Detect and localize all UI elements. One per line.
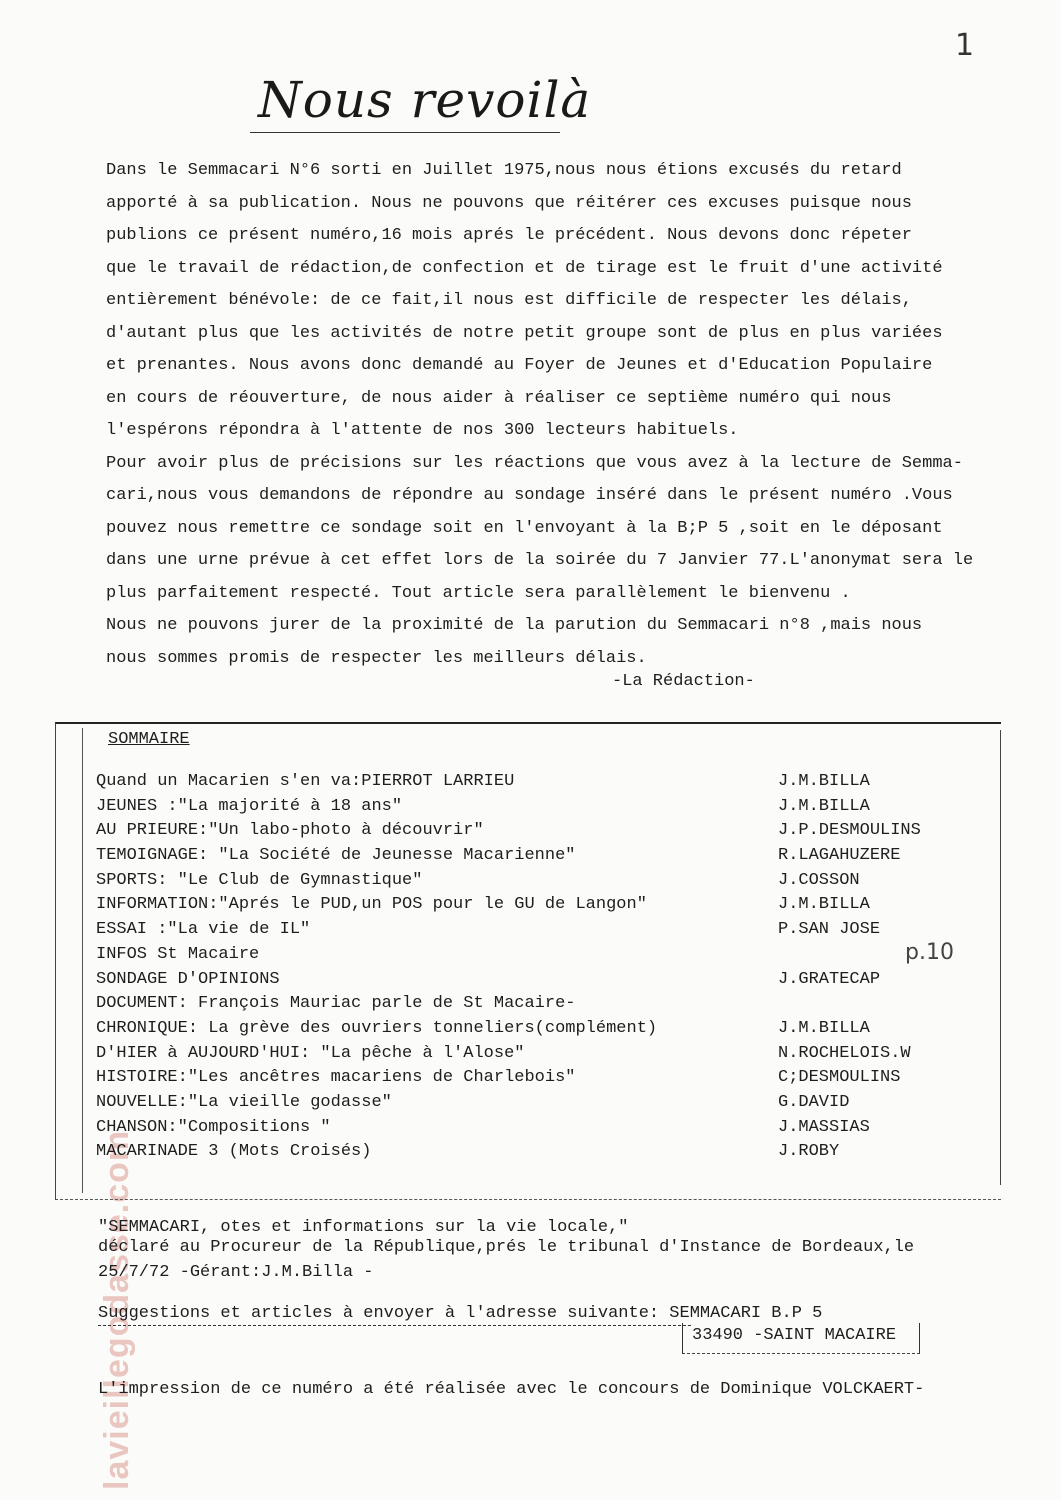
toc-entry <box>96 918 956 943</box>
toc-entry <box>96 992 956 1017</box>
intro-line: Pour avoir plus de précisions sur les réactions que vous avez à la lecture de Semma- <box>106 453 963 473</box>
toc-author: G.DAVID <box>778 1092 850 1112</box>
sommaire-title: SOMMAIRE <box>108 730 190 749</box>
toc-title: INFOS St Macaire <box>96 944 260 964</box>
toc-title: SPORTS: "Le Club de Gymnastique" <box>96 870 423 890</box>
intro-line: d'autant plus que les activités de notre petit groupe sont de plus en plus variées <box>106 323 943 343</box>
intro-line: en cours de réouverture, de nous aider à réaliser ce septième numéro qui nous <box>106 388 892 408</box>
toc-entry <box>96 1116 956 1141</box>
toc-author: J.M.BILLA <box>778 895 870 915</box>
signature: -La Rédaction- <box>612 672 755 691</box>
toc-entry <box>96 819 956 844</box>
toc-title: DOCUMENT: François Mauriac parle de St Macaire- <box>96 994 576 1014</box>
toc-author: R.LAGAHUZERE <box>778 846 901 866</box>
toc-entry <box>96 1140 956 1165</box>
intro-line: que le travail de rédaction,de confection et de tirage est le fruit d'une activité <box>106 258 943 278</box>
intro-line: et prenantes. Nous avons donc demandé au Foyer de Jeunes et d'Education Populaire <box>106 356 933 375</box>
publication-info-line: 25/7/72 -Gérant:J.M.Billa - <box>98 1263 374 1282</box>
intro-line: l'espérons répondra à l'attente de nos 300 lecteurs habituels. <box>106 421 739 440</box>
toc-entry <box>96 770 956 795</box>
toc-entry <box>96 1017 956 1042</box>
toc-title: D'HIER à AUJOURD'HUI: "La pêche à l'Alose" <box>96 1043 525 1063</box>
publication-info-line: "SEMMACARI, otes et informations sur la vie locale," <box>98 1218 629 1237</box>
toc-title: CHRONIQUE: La grève des ouvriers tonneliers(complément) <box>96 1018 658 1038</box>
page-number: 1 <box>955 28 975 63</box>
address-label: Suggestions et articles à envoyer à l'adresse suivante: SEMMACARI B.P 5 <box>98 1304 823 1323</box>
toc-title: NOUVELLE:"La vieille godasse" <box>96 1092 392 1112</box>
intro-line: pouvez nous remettre ce sondage soit en l'envoyant à la B;P 5 ,soit en le déposant <box>106 518 943 538</box>
toc-title: ESSAI :"La vie de IL" <box>96 920 311 940</box>
toc-title: SONDAGE D'OPINIONS <box>96 969 280 989</box>
address-city: 33490 -SAINT MACAIRE <box>692 1326 897 1345</box>
intro-line: dans une urne prévue à cet effet lors de la soirée du 7 Janvier 77.L'anonymat sera le <box>106 551 974 570</box>
toc-entry <box>96 943 956 968</box>
toc-title: HISTOIRE:"Les ancêtres macariens de Charlebois" <box>96 1068 576 1088</box>
toc-entry <box>96 968 956 993</box>
watermark: lavieillegodasse.com <box>98 1129 136 1490</box>
toc-title: AU PRIEURE:"Un labo-photo à découvrir" <box>96 821 484 841</box>
toc-title: Quand un Macarien s'en va:PIERROT LARRIEU <box>96 772 515 791</box>
intro-line: publions ce présent numéro,16 mois aprés le précédent. Nous devons donc répeter <box>106 226 912 245</box>
toc-author: J.ROBY <box>778 1142 840 1162</box>
intro-line: cari,nous vous demandons de répondre au sondage inséré dans le présent numéro .Vous <box>106 486 953 505</box>
toc-author: C;DESMOULINS <box>778 1068 901 1088</box>
intro-line: entièrement bénévole: de ce fait,il nous est difficile de respecter les délais, <box>106 291 912 310</box>
margin-note: p.10 <box>905 940 954 965</box>
toc-title: JEUNES :"La majorité à 18 ans" <box>96 796 403 816</box>
toc-author: J.GRATECAP <box>778 969 881 989</box>
print-credit: L'impression de ce numéro a été réalisée avec le concours de Dominique VOLCKAERT- <box>98 1380 925 1399</box>
intro-line: plus parfaitement respecté. Tout article sera parallèlement le bienvenu . <box>106 583 851 603</box>
intro-line: Nous ne pouvons jurer de la proximité de la parution du Semmacari n°8 ,mais nous <box>106 616 923 635</box>
toc-entry <box>96 1042 956 1067</box>
intro-line: apporté à sa publication. Nous ne pouvons que réitérer ces excuses puisque nous <box>106 193 912 213</box>
publication-info-line: déclaré au Procureur de la République,prés le tribunal d'Instance de Bordeaux,le <box>98 1238 915 1257</box>
page-title: Nous revoilà <box>258 71 592 129</box>
toc-author: N.ROCHELOIS.W <box>778 1043 911 1063</box>
toc-title: INFORMATION:"Aprés le PUD,un POS pour le GU de Langon" <box>96 895 647 915</box>
toc-entry <box>96 1066 956 1091</box>
toc-title: MACARINADE 3 (Mots Croisés) <box>96 1142 372 1162</box>
table-of-contents <box>96 770 956 1165</box>
toc-author: J.M.BILLA <box>778 796 870 816</box>
toc-author: J.M.BILLA <box>778 772 870 791</box>
box-left-rule <box>82 728 83 1193</box>
toc-author: J.MASSIAS <box>778 1117 870 1137</box>
intro-text <box>106 155 1016 675</box>
toc-author: P.SAN JOSE <box>778 920 881 940</box>
intro-line: Dans le Semmacari N°6 sorti en Juillet 1975,nous nous étions excusés du retard <box>106 161 902 180</box>
toc-title: CHANSON:"Compositions " <box>96 1117 331 1137</box>
title-underline <box>250 132 560 133</box>
toc-author: J.M.BILLA <box>778 1018 870 1038</box>
toc-entry <box>96 893 956 918</box>
toc-entry <box>96 844 956 869</box>
toc-entry <box>96 869 956 894</box>
toc-title: TEMOIGNAGE: "La Société de Jeunesse Macarienne" <box>96 846 576 866</box>
intro-line: nous sommes promis de respecter les meilleurs délais. <box>106 648 647 668</box>
toc-entry <box>96 1091 956 1116</box>
toc-author: J.COSSON <box>778 870 860 890</box>
toc-author: J.P.DESMOULINS <box>778 821 921 841</box>
toc-entry <box>96 795 956 820</box>
address-underline <box>98 1325 691 1326</box>
box-right-rule <box>1000 730 1001 1185</box>
